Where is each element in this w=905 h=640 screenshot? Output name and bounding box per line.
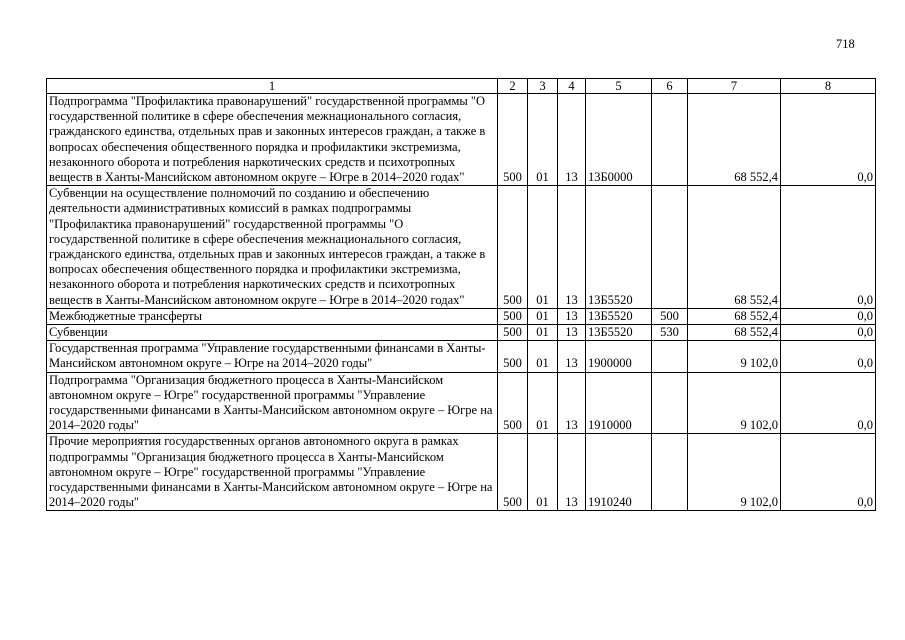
row-name-cell: Межбюджетные трансферты (47, 308, 498, 324)
budget-table (46, 78, 876, 511)
cell-col5: 13Б0000 (586, 94, 652, 186)
cell-col2: 500 (498, 94, 528, 186)
cell-col2: 500 (498, 308, 528, 324)
cell-col7: 9 102,0 (688, 434, 781, 511)
row-name-cell: Государственная программа "Управление государственными финансами в Ханты-Мансийском автономном округе – Югре на 2014–2020 годы" (47, 341, 498, 372)
cell-col5: 1900000 (586, 341, 652, 372)
cell-col6: 530 (652, 325, 688, 341)
cell-col6 (652, 434, 688, 511)
row-name-cell: Субвенции (47, 325, 498, 341)
cell-col2: 500 (498, 341, 528, 372)
cell-col5: 13Б5520 (586, 186, 652, 309)
row-name-cell: Подпрограмма "Профилактика правонарушений" государственной программы "О государственной политике в сфере обеспечения межнационального согласия, гражданского единства, отдельных прав и законных интересов граждан, а также в вопросах обеспечения общественного порядка и профилактики экстремизма, незаконного оборота и потребления наркотических средств и психотропных веществ в Ханты-Мансийском автономном округе – Югре в 2014–2020 годах" (47, 94, 498, 186)
cell-col7: 68 552,4 (688, 94, 781, 186)
cell-col4: 13 (558, 341, 586, 372)
cell-col2: 500 (498, 325, 528, 341)
cell-col7: 9 102,0 (688, 372, 781, 434)
cell-col8: 0,0 (781, 372, 876, 434)
table-row (47, 341, 876, 372)
cell-col8: 0,0 (781, 308, 876, 324)
cell-col3: 01 (528, 308, 558, 324)
header-cell: 2 (498, 79, 528, 94)
cell-col7: 9 102,0 (688, 341, 781, 372)
cell-col3: 01 (528, 94, 558, 186)
cell-col8: 0,0 (781, 186, 876, 309)
cell-col4: 13 (558, 325, 586, 341)
cell-col3: 01 (528, 325, 558, 341)
row-name-cell: Субвенции на осуществление полномочий по созданию и обеспечению деятельности административных комиссий в рамках подпрограммы "Профилактика правонарушений" государственной программы "О государственной политике в сфере обеспечения межнационального согласия, гражданского единства, отдельных прав и законных интересов граждан, а также в вопросах обеспечения общественного порядка и профилактики экстремизма, незаконного оборота и потребления наркотических средств и психотропных веществ в Ханты-Мансийском автономном округе – Югре в 2014–2020 годах" (47, 186, 498, 309)
cell-col7: 68 552,4 (688, 186, 781, 309)
table-row (47, 308, 876, 324)
cell-col4: 13 (558, 372, 586, 434)
cell-col5: 1910240 (586, 434, 652, 511)
cell-col2: 500 (498, 372, 528, 434)
cell-col5: 13Б5520 (586, 308, 652, 324)
cell-col2: 500 (498, 186, 528, 309)
cell-col3: 01 (528, 341, 558, 372)
header-cell: 8 (781, 79, 876, 94)
row-name-cell: Прочие мероприятия государственных органов автономного округа в рамках подпрограммы "Организация бюджетного процесса в Ханты-Мансийском автономном округе – Югре" государственной программы "Управление государственными финансами в Ханты-Мансийском автономном округе – Югре на 2014–2020 годы" (47, 434, 498, 511)
cell-col6 (652, 186, 688, 309)
cell-col6 (652, 341, 688, 372)
cell-col4: 13 (558, 186, 586, 309)
cell-col3: 01 (528, 434, 558, 511)
cell-col4: 13 (558, 308, 586, 324)
header-row (47, 79, 876, 94)
table-row (47, 325, 876, 341)
header-cell: 4 (558, 79, 586, 94)
header-cell: 7 (688, 79, 781, 94)
cell-col4: 13 (558, 94, 586, 186)
cell-col6 (652, 94, 688, 186)
cell-col8: 0,0 (781, 341, 876, 372)
cell-col4: 13 (558, 434, 586, 511)
header-cell: 6 (652, 79, 688, 94)
table-row (47, 94, 876, 186)
cell-col5: 13Б5520 (586, 325, 652, 341)
cell-col2: 500 (498, 434, 528, 511)
cell-col8: 0,0 (781, 325, 876, 341)
header-cell: 1 (47, 79, 498, 94)
cell-col3: 01 (528, 186, 558, 309)
header-cell: 5 (586, 79, 652, 94)
table-row (47, 186, 876, 309)
cell-col6: 500 (652, 308, 688, 324)
row-name-cell: Подпрограмма "Организация бюджетного процесса в Ханты-Мансийском автономном округе – Югре" государственной программы "Управление государственными финансами в Ханты-Мансийском автономном округе – Югре на 2014–2020 годы" (47, 372, 498, 434)
page-number: 718 (836, 37, 855, 51)
cell-col3: 01 (528, 372, 558, 434)
cell-col5: 1910000 (586, 372, 652, 434)
cell-col8: 0,0 (781, 434, 876, 511)
table-row (47, 372, 876, 434)
table-row (47, 434, 876, 511)
cell-col7: 68 552,4 (688, 325, 781, 341)
cell-col7: 68 552,4 (688, 308, 781, 324)
cell-col6 (652, 372, 688, 434)
cell-col8: 0,0 (781, 94, 876, 186)
header-cell: 3 (528, 79, 558, 94)
